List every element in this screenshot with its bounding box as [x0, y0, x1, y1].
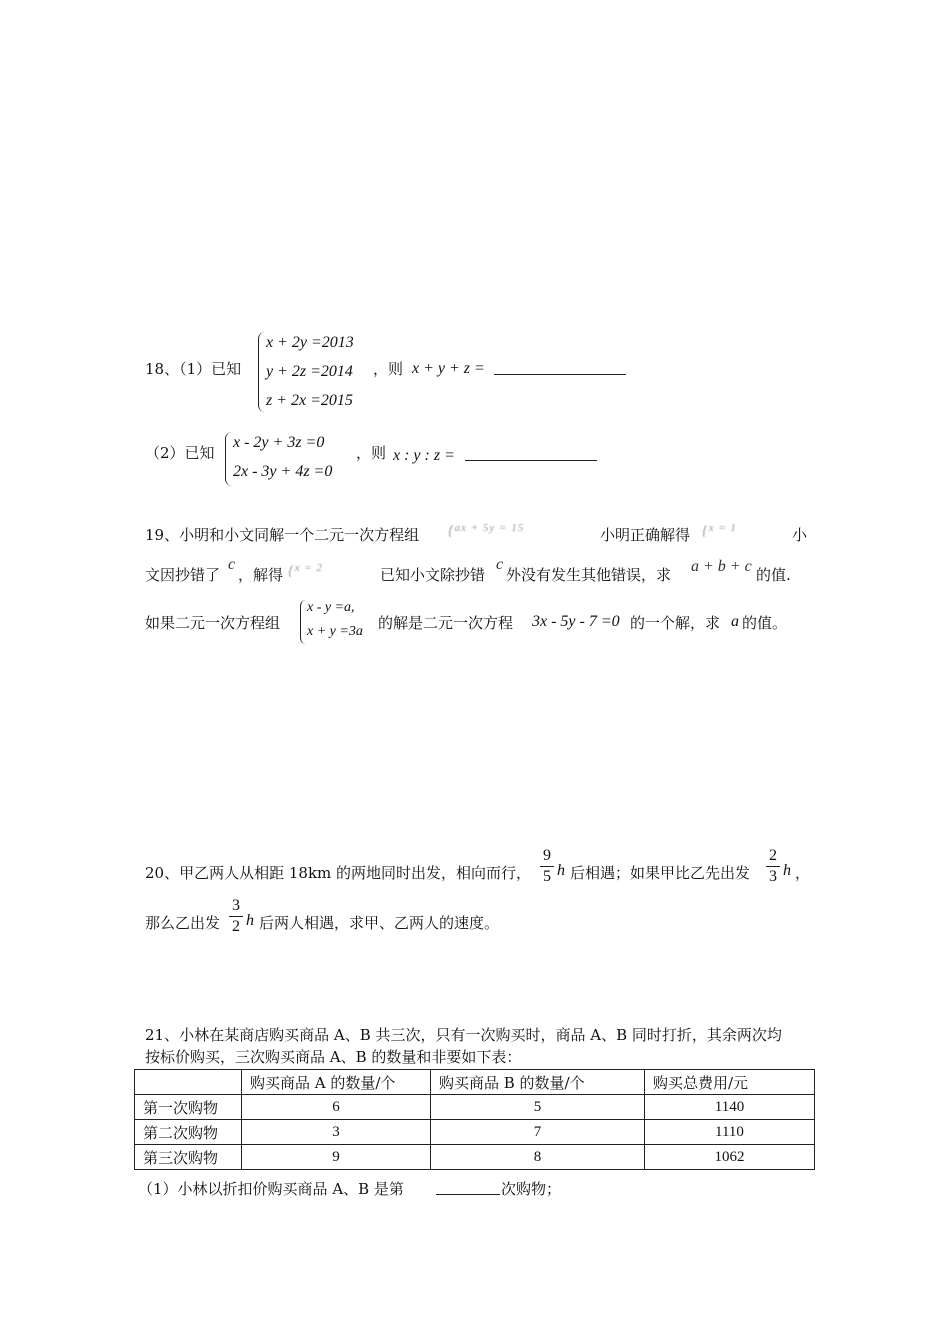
table-cell: 第二次购物: [135, 1120, 242, 1145]
table-cell: 1140: [645, 1095, 815, 1120]
table-header-cell: 购买总费用/元: [645, 1070, 815, 1095]
q19-line1-text-b: 小明正确解得: [600, 526, 691, 544]
table-row: [135, 1120, 815, 1145]
q20-comma: ，: [795, 864, 811, 882]
q20-h-unit-2: h: [783, 862, 791, 879]
q19-system-brace: [300, 600, 306, 644]
q19-line1-text-c: 小: [792, 526, 808, 544]
q19-line2-text-b: ，解得: [238, 566, 284, 584]
q19-line3-text-c: 的一个解，求: [630, 614, 721, 632]
table-header-cell: 购买商品 A 的数量/个: [242, 1070, 431, 1095]
q21-sub1-text-b: 次购物；: [501, 1180, 562, 1198]
q19-abc-expression: a + b + c: [691, 558, 752, 575]
table-cell: 9: [242, 1145, 431, 1170]
q19-line3-text-a: 如果二元一次方程组: [145, 614, 281, 632]
q19-equation-1: x - y =a,: [307, 600, 355, 615]
q20-fraction-numerator: 2: [769, 847, 777, 864]
q19-line2-text-d: 外没有发生其他错误，求: [506, 566, 672, 584]
q20-fraction-denominator: 3: [769, 868, 777, 885]
table-header-row: [135, 1070, 815, 1095]
q20-fraction-9-5: [540, 847, 554, 886]
q18-answer-blank: [494, 374, 626, 375]
table-cell: 6: [242, 1095, 431, 1120]
q20-fraction-2-3: [766, 847, 780, 886]
q20-h-unit-3: h: [246, 912, 254, 929]
table-header-cell: 购买商品 B 的数量/个: [431, 1070, 645, 1095]
q20-fraction-denominator: 5: [543, 868, 551, 885]
q19-line1-text-a: 19、小明和小文同解一个二元一次方程组: [145, 526, 420, 544]
q19-solution-blurred-image: {$^{x = 1}$: [702, 522, 737, 539]
q21-line2: 按标价购买，三次购买商品 A、B 的数量和非要如下表：: [145, 1048, 522, 1066]
q18b-equation-1: x - 2y + 3z =0: [233, 434, 325, 451]
q19-linear-equation: 3x - 5y - 7 =0: [532, 613, 620, 630]
table-row: [135, 1145, 815, 1170]
q20-h-unit-1: h: [557, 862, 565, 879]
table-cell: 第一次购物: [135, 1095, 242, 1120]
table-cell: 5: [431, 1095, 645, 1120]
q18-equation-1: x + 2y =2013: [266, 334, 354, 351]
q18b-then: ，则: [356, 444, 387, 462]
q20-fraction-numerator: 9: [543, 847, 551, 864]
q20-fraction-numerator: 3: [232, 897, 240, 914]
q18b-equation-2: 2x - 3y + 4z =0: [233, 463, 333, 480]
q21-sub1-text-a: （1）小林以折扣价购买商品 A、B 是第: [138, 1180, 404, 1198]
table-cell: 8: [431, 1145, 645, 1170]
q19-line2-text-c: 已知小文除抄错: [380, 566, 486, 584]
q20-line1-text-b: 后相遇；如果甲比乙先出发: [570, 864, 751, 882]
q18-label: 18、（1）已知: [145, 360, 242, 378]
q18b-label: （2）已知: [145, 444, 215, 462]
q20-line2-text-b: 后两人相遇，求甲、乙两人的速度。: [259, 914, 500, 932]
q19-line3-text-b: 的解是二元一次方程: [378, 614, 514, 632]
table-cell: 第三次购物: [135, 1145, 242, 1170]
table-cell: 3: [242, 1120, 431, 1145]
q20-fraction-bar: [766, 866, 780, 867]
q21-purchase-table: [134, 1069, 815, 1170]
q21-line1: 21、小林在某商店购买商品 A、B 共三次，只有一次购买时，商品 A、B 同时打折，其余两次均: [145, 1026, 782, 1044]
table-cell: 1110: [645, 1120, 815, 1145]
table-row: [135, 1095, 815, 1120]
q19-system-blurred-image: {$^{ax + 5y = 15}$: [448, 522, 525, 539]
q18-equation-3: z + 2x =2015: [266, 392, 353, 409]
q18-expression: x + y + z =: [412, 360, 485, 377]
q20-fraction-3-2: [229, 897, 243, 936]
q20-line2-text-a: 那么乙出发: [145, 914, 221, 932]
q18b-answer-blank: [465, 460, 597, 461]
q20-fraction-denominator: 2: [232, 918, 240, 935]
q20-fraction-bar: [540, 866, 554, 867]
q19-c-symbol: c: [228, 556, 236, 573]
q20-line1-text-a: 20、甲乙两人从相距 18km 的两地同时出发，相向而行，: [145, 864, 532, 882]
q19-equation-2: x + y =3a: [307, 624, 363, 639]
table-header-cell: [135, 1070, 242, 1095]
q20-fraction-bar: [229, 916, 243, 917]
q19-c-symbol-2: c: [496, 556, 504, 573]
table-cell: 1062: [645, 1145, 815, 1170]
q19-line2-text-e: 的值.: [756, 566, 791, 584]
q18-system-brace: [258, 332, 265, 412]
q18-equation-2: y + 2z =2014: [266, 363, 353, 380]
q19-line2-text-a: 文因抄错了: [145, 566, 221, 584]
table-cell: 7: [431, 1120, 645, 1145]
q18b-system-brace: [225, 432, 232, 486]
q19-line3-text-d: 的值。: [742, 614, 788, 632]
q21-sub1-answer-blank: [436, 1194, 500, 1195]
q18b-expression: x : y : z =: [393, 447, 455, 464]
q19-a-symbol: a: [731, 613, 739, 630]
q18-then: ，则: [373, 360, 404, 378]
q19-wrong-solution-blurred-image: {$^{x = 2}$: [288, 562, 323, 579]
